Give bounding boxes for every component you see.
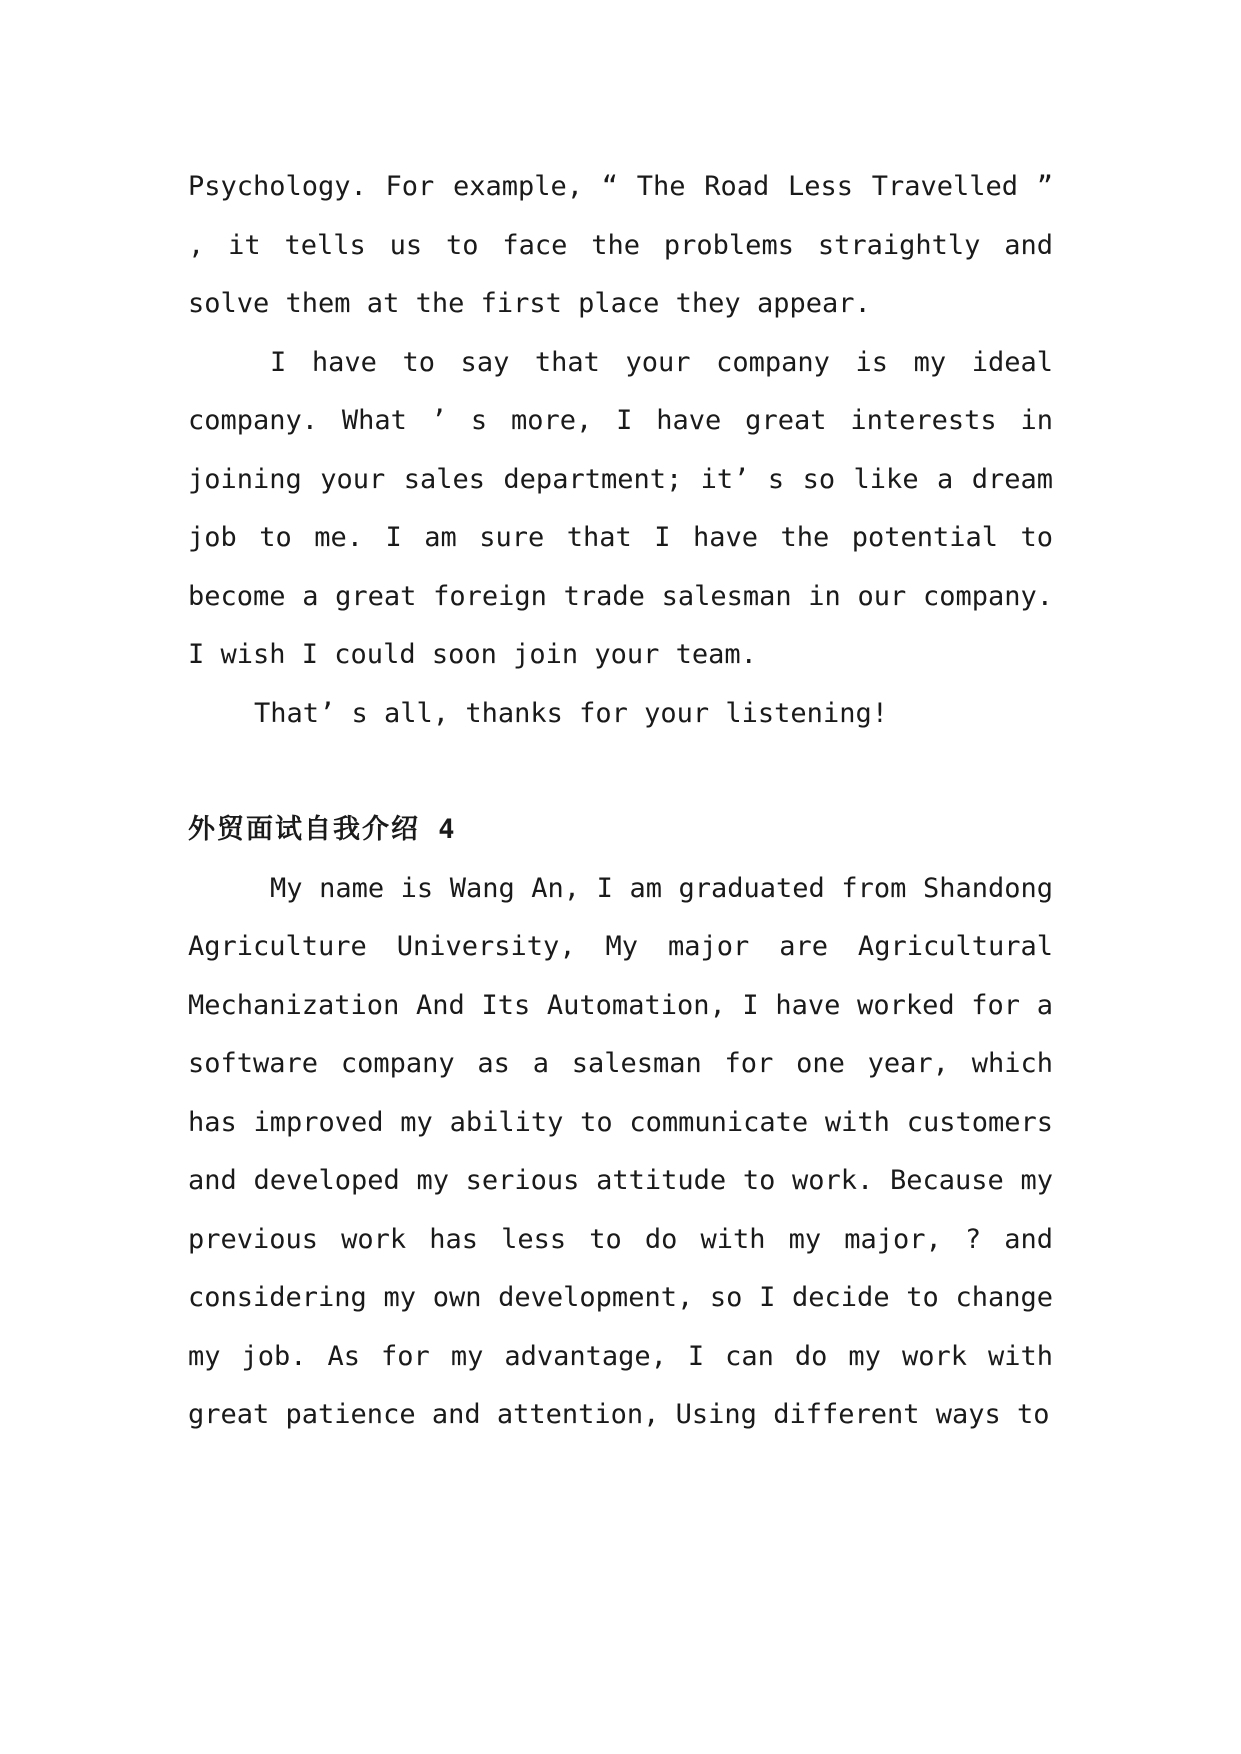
document-body: [188, 158, 1053, 1445]
paragraph-self-intro: My name is Wang An, I am graduated from Shandong Agriculture University, My major are Agricultural Mechanization And Its Automation, I have worked for a software company as a salesman for one year, which has improved my ability to communicate with customers and developed my serious attitude to work. Because my previous work has less to do with my major, ? and considering my own development, so I decide to change my job. As for my advantage, I can do my work with great patience and attention, Using different ways to: [188, 872, 1053, 1430]
paragraph-psychology: Psychology. For example, “ The Road Less Travelled ” , it tells us to face the problems straightly and solve them at the first place they appear.: [188, 171, 1053, 319]
section-heading: 外贸面试自我介绍 4: [188, 814, 457, 845]
paragraph-closing: That’ s all, thanks for your listening!: [254, 697, 888, 729]
paragraph-ideal-company: I have to say that your company is my ideal company. What ’ s more, I have great interests in joining your sales department; it’ s so like a dream job to me. I am sure that I have the potential to become a great foreign trade salesman in our company. I wish I could soon join your team.: [188, 346, 1053, 670]
